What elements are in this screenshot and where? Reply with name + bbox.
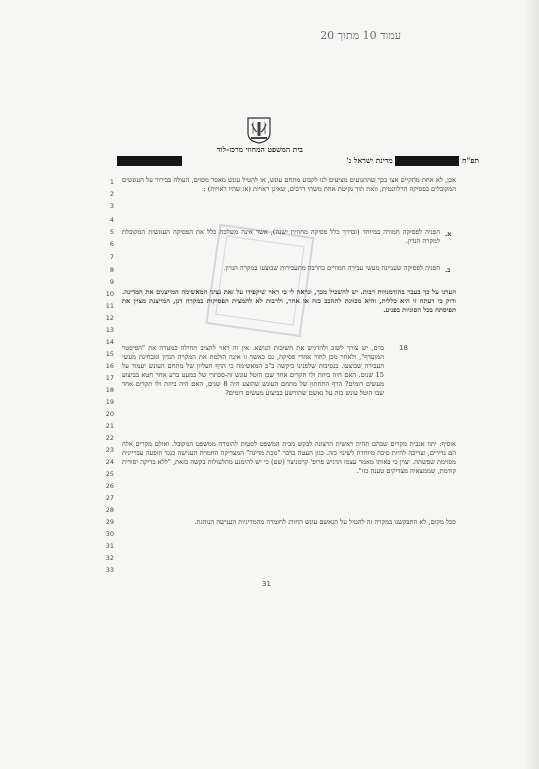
item-b-text: הפניה לפסיקה שעניינה מעשי עבירה חמורים בהרבה מתעבירות שבוצעו במקרה הנדון. [223, 264, 440, 272]
case-prefix: תפ"ח [462, 156, 479, 165]
line-number: 7 [109, 253, 114, 261]
line-number: 26 [105, 482, 114, 490]
line-number: 13 [105, 326, 114, 334]
line-number: 21 [105, 422, 114, 430]
item-a-text: הפניה לפסיקה חמורה במיוחד (ובדרך כלל פסיקה מחוזית ישנה), אשר אינה משלכת כלל את הפסיקה העונשית המקובלת למקרה הנדון. [122, 228, 440, 245]
line-number: 10 [105, 290, 114, 298]
paragraph-number: 18 [399, 344, 408, 352]
line-number: 4 [109, 216, 114, 224]
line-number: 28 [105, 506, 114, 514]
line-number: 24 [105, 458, 114, 466]
final-paragraph: סכל מקום, לא התבקשנו במקרה זה להטיל על הנאשם עונש החורג לחומרה מהמדיניות הענישה הנוהגת. [194, 518, 456, 526]
intro-paragraph: אכן, לא אחת מתקיים אצו בכך שהתנועים מציעים לנו לקבוע מתחם עונש, או להטיל עונש מאסר מסוים, העולה בבירור על העונשים המקובלים בפסיקה הרלוונטית, וזאת תוך נקיטת אחת משתי דרכים, שאינן ראויות (או שהיו ראויות) : [122, 176, 456, 193]
item-a-label: א. [445, 230, 452, 238]
line-number: 15 [105, 350, 114, 358]
line-number: 16 [105, 362, 114, 370]
line-number: 6 [109, 240, 114, 248]
line-number: 11 [105, 302, 114, 310]
line-number: 3 [109, 202, 114, 210]
line-number: 1 [109, 178, 114, 186]
line-number: 19 [105, 398, 114, 406]
line-number: 12 [105, 314, 114, 322]
line-number: 8 [109, 266, 114, 274]
redaction-bar [395, 156, 459, 166]
case-parties: מדינת ישראל נ' [346, 156, 393, 165]
line-number: 22 [105, 434, 114, 442]
line-number: 9 [109, 278, 114, 286]
page-indicator: עמוד 10 מתוך 20 [320, 29, 401, 42]
line-number: 31 [105, 542, 114, 550]
line-number: 20 [105, 410, 114, 418]
court-name: בית המשפט המחוזי מרכז-לוד [217, 145, 303, 154]
note-paragraph: הערנו על כך בעבר בהזדמנויות רבות. יש להשכיל מכך, ונראה לי כי ראוי שיקפידו על זאת נציגי המאשימה המייצגים את המדינה. ודוק כי דעתה זו היא כללית, והיא מכוונת לתהכב כזה או אחר, ולרבות לא לתמצית הפסיקות במקרה דנן, המייצגת מצוין את תפיסתה בכל הסוגיות בפניע. [122, 288, 456, 314]
state-emblem-icon [246, 116, 272, 144]
line-number: 14 [105, 338, 114, 346]
line-number: 2 [109, 190, 114, 198]
line-number: 33 [105, 566, 114, 574]
redaction-bar-defendant [117, 156, 182, 166]
footer-page-number: 31 [262, 580, 271, 588]
line-number: 25 [105, 470, 114, 478]
paragraph-18: ברם, יש צורך לשוב ולהדגיש את חשיבות הנושא. אין זה ראוי להציב תחילה כמטרה את "הפיסטר המועדף", ולאחר מכן לחור אחרי פסיקה, גם כאשר זו אינה הולמת את המקרה הנדון ומבחינת מעשי העבירה שבוצעו. בנסיבות שלפנינו ביקשה ב"כ המאשימה כי הרף העליון של מתחם העונש יעמוד על 15 שנים. האם היה ביוזת ולו תקדים אחד שבו הוטל עונש זה-סכתרי של כמעט ברע אחר חטא בביצוע מעשים דומים? הרף התחתון של מתחם העונש שהוצע היה 8 שנים, האם היה ביוזת ולו תקדים אחד שבו הוטל עונש כזה על נאשם שהורשע בביצוע מעשים דומים? [122, 344, 384, 397]
line-number: 23 [105, 446, 114, 454]
line-number: 30 [105, 530, 114, 538]
line-number: 17 [105, 374, 114, 382]
line-number: 29 [105, 518, 114, 526]
paragraph-osif: אוסיף: יתוז אגבית מקרים שבהם תהיה ראשית הרצונה לבקש מבית המשפט לסטות להומרה ממשפט המקובל. ואולם מקרים אלה הם נדירים, וצריכה להיות סיבה מיוחדת לשינוי כזה. כגון העטה בדבר "מכת מדינה" המצדיקה החמרת הענישה כנגד תופעה עבריינית מסוימת שפשתה. יצוין כי באותו מאמר עצמו הדגיש פרופ' קרמניצר (שם) כי יש להימנע מהלעולות בקשה כזאת, "ללא בדיקה יסודית קודמת, שממצאיה מצדיקים טענה כזו". [122, 440, 456, 475]
case-line [346, 156, 479, 166]
line-number: 27 [105, 494, 114, 502]
item-b-label: ב. [445, 266, 451, 274]
line-number: 5 [109, 228, 114, 236]
line-number: 18 [105, 386, 114, 394]
line-number: 32 [105, 554, 114, 562]
page-edge-shadow [523, 0, 539, 769]
